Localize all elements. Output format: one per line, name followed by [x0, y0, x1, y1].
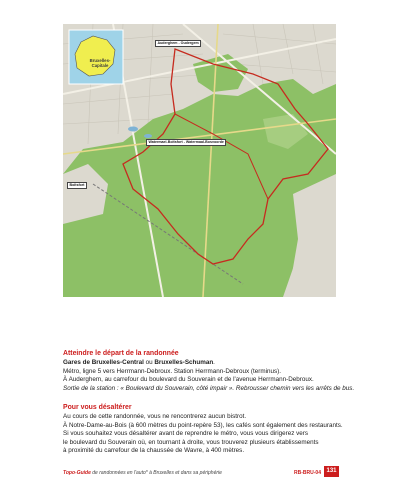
section-access-metro: Métro, ligne 5 vers Herrmann-Debroux. Station Herrmann-Debroux (terminus).	[63, 367, 282, 375]
section-drinks-line2: À Notre-Dame-au-Bois (à 600 mètres du point-repère 53), les cafés sont également des restaurants.	[63, 421, 343, 429]
section-drinks-title: Pour vous désaltérer	[63, 404, 132, 411]
section-access-exit: Sortie de la station : « Boulevard du Souverain, côté impair ». Rebrousser chemin vers les arrêts de bus.	[63, 384, 355, 392]
footer-code: RB-BRU-04	[294, 470, 321, 476]
footer-caption	[63, 470, 222, 476]
station-schuman: Bruxelles-Schuman	[154, 359, 214, 367]
section-access-stations	[63, 359, 339, 367]
section-drinks-line4: le boulevard du Souverain où, en tournant à droite, vous trouverez plusieurs établissements	[63, 438, 319, 446]
section-drinks-line3: Si vous souhaitez vous désaltérer avant de reprendre le métro, vous vous dirigerez vers	[63, 430, 309, 438]
section-drinks-line1: Au cours de cette randonnée, vous ne rencontrerez aucun bistrot.	[63, 413, 247, 421]
section-access-title: Atteindre le départ de la randonnée	[63, 350, 179, 357]
station-period: .	[213, 359, 215, 367]
page-number: 131	[324, 466, 339, 477]
map-label-watermael-b: Watermaal-Bosvoorde	[185, 140, 224, 144]
inset-map	[69, 30, 123, 84]
route-map	[63, 24, 336, 297]
map-label-watermael: Watermael-Boitsfort - Watermaal-Bosvoorde	[146, 139, 226, 146]
map-label-boitsfort: Boitsfort	[67, 182, 87, 189]
section-access-location: À Auderghem, au carrefour du boulevard du Souverain et de l'avenue Herrmann-Debroux.	[63, 376, 314, 384]
section-access	[63, 350, 355, 393]
section-drinks	[63, 404, 343, 455]
section-drinks-line5: à proximité du carrefour de la chaussée de Wavre, à 400 mètres.	[63, 447, 245, 455]
page-footer	[63, 469, 339, 479]
footer-text: de randonnées en l'auto* à Bruxelles et dans sa périphérie	[90, 470, 222, 476]
station-conjunction: ou	[143, 359, 155, 367]
inset-map-label: Bruxelles-Capitale	[89, 58, 111, 68]
footer-brand: Topo-Guide	[63, 470, 91, 476]
map-label-auderghem: Auderghem - Oudergem	[155, 40, 201, 47]
station-central: Gares de Bruxelles-Central	[63, 359, 144, 367]
map-label-watermael-a: Watermael-Boitsfort	[148, 140, 183, 144]
